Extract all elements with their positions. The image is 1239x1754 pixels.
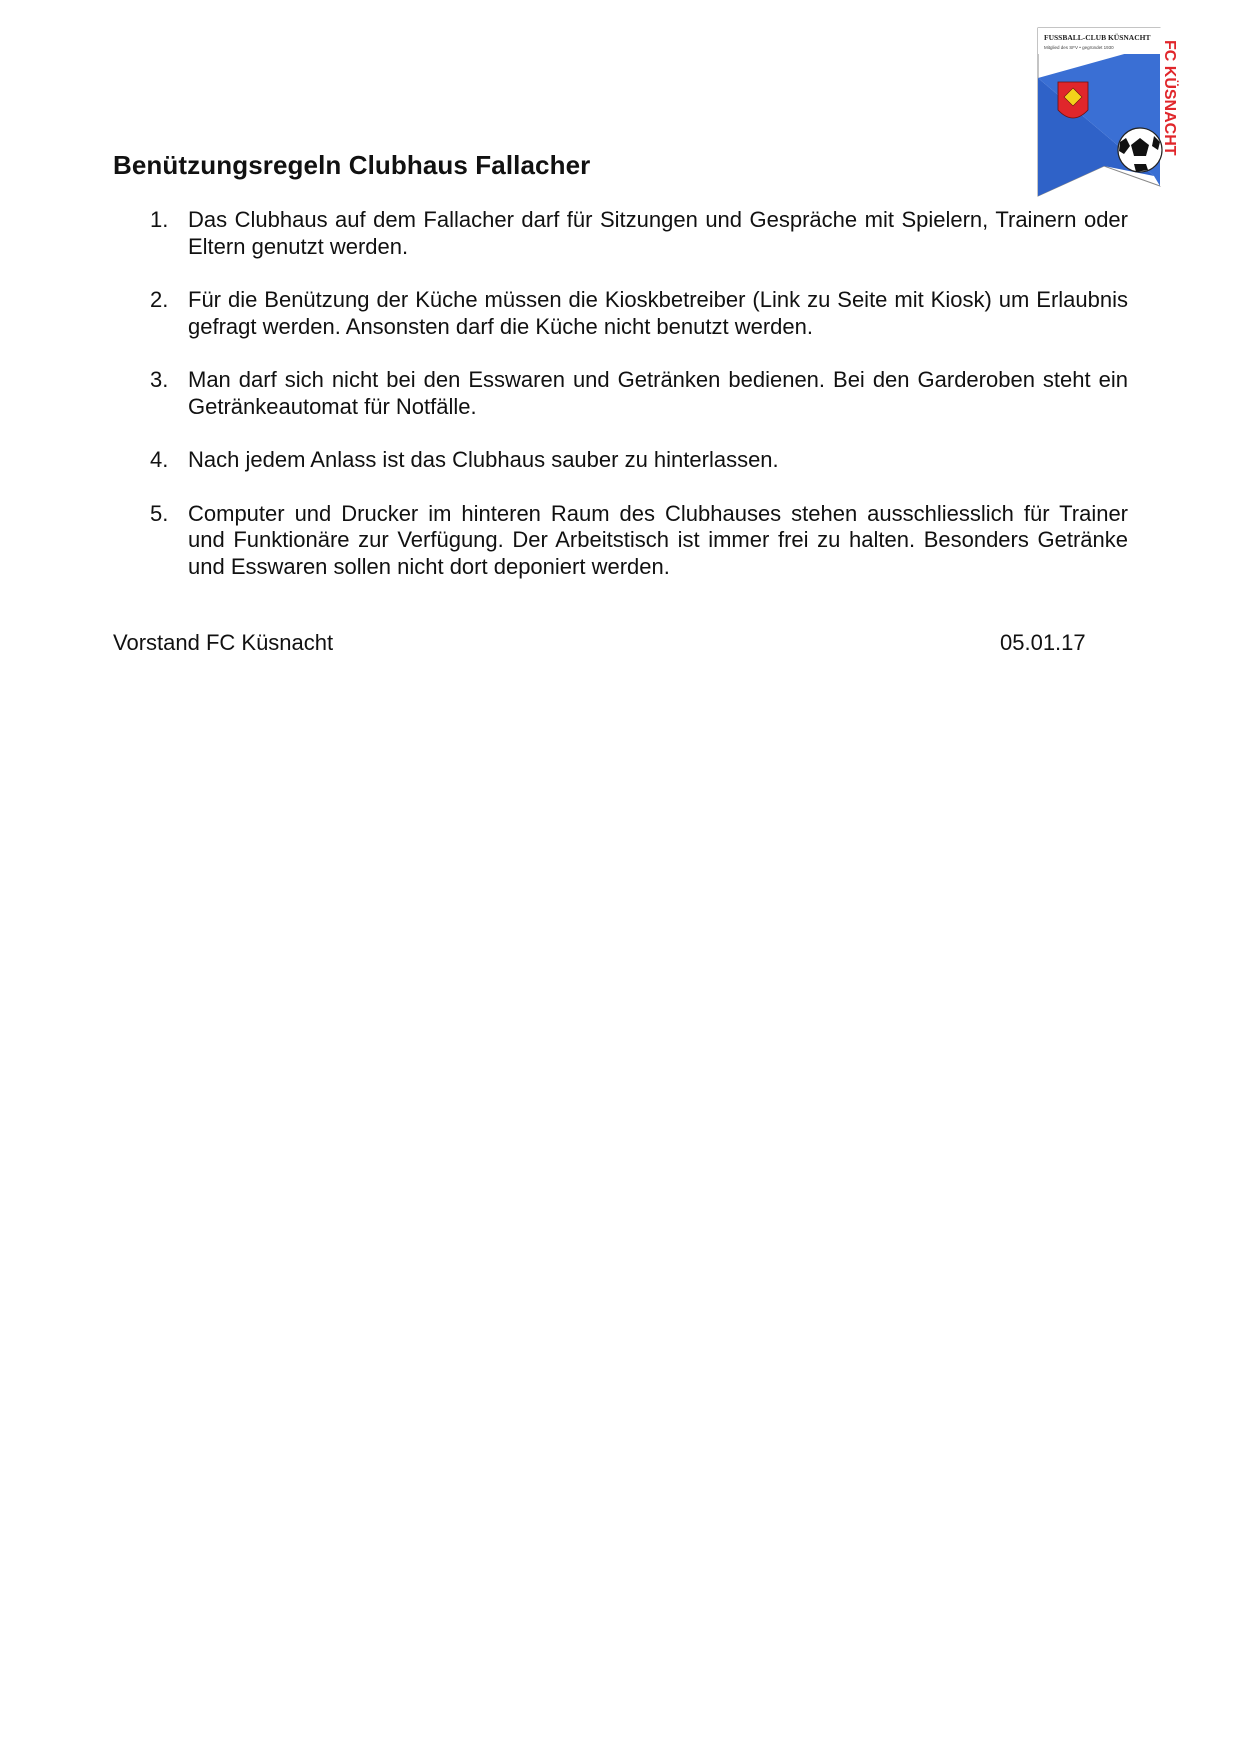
- rules-list: [150, 207, 1128, 607]
- list-item: [150, 207, 1128, 260]
- rule-text: Für die Benützung der Küche müssen die Kioskbetreiber (Link zu Seite mit Kiosk) um Erlaubnis gefragt werden. Ansonsten darf die Küche nicht benutzt werden.: [188, 287, 1128, 339]
- rule-number: 5.: [150, 500, 169, 526]
- rule-text: Man darf sich nicht bei den Esswaren und Getränken bedienen. Bei den Garderoben steht ein Getränkeautomat für Notfälle.: [188, 367, 1128, 419]
- svg-text:Mitglied des SFV • gegründet 1: Mitglied des SFV • gegründet 1930: [1044, 45, 1114, 50]
- signature-text: Vorstand FC Küsnacht: [113, 630, 334, 655]
- list-item: [150, 447, 1128, 474]
- rule-number: 1.: [150, 207, 169, 232]
- svg-text:FUSSBALL-CLUB KÜSNACHT: FUSSBALL-CLUB KÜSNACHT: [1044, 33, 1151, 42]
- list-item: [150, 287, 1128, 340]
- rule-number: 4.: [150, 447, 169, 472]
- document-title: Benützungsregeln Clubhaus Fallacher: [113, 150, 591, 180]
- rule-number: 2.: [150, 287, 169, 312]
- rule-text: Nach jedem Anlass ist das Clubhaus sauber zu hinterlassen.: [188, 447, 779, 472]
- rule-number: 3.: [150, 367, 169, 392]
- list-item: [150, 501, 1128, 581]
- list-item: [150, 367, 1128, 420]
- rule-text: Das Clubhaus auf dem Fallacher darf für Sitzungen und Gespräche mit Spielern, Trainern oder Eltern genutzt werden.: [188, 207, 1128, 259]
- rule-text: Computer und Drucker im hinteren Raum des Clubhauses stehen ausschliesslich für Trainer und Funktionäre zur Verfügung. Der Arbeitstisch ist immer frei zu halten. Besonders Getränke und Esswaren sollen nicht dort deponiert werden.: [188, 500, 1128, 579]
- club-logo-icon: [1036, 26, 1182, 198]
- svg-text:FC KÜSNACHT: FC KÜSNACHT: [1161, 40, 1178, 156]
- document-date: 05.01.17: [1000, 630, 1086, 655]
